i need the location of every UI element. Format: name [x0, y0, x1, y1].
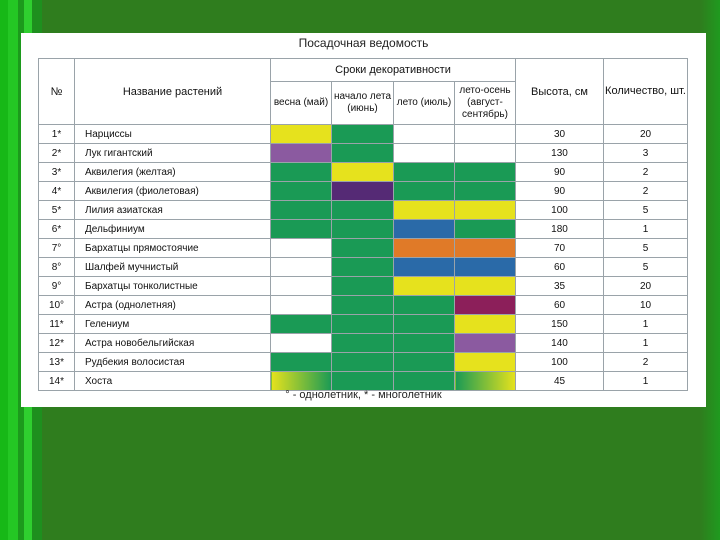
bloom-period-cell	[455, 144, 516, 163]
plant-quantity: 1	[604, 372, 688, 391]
plant-name: Аквилегия (фиолетовая)	[75, 182, 271, 201]
table-row	[39, 201, 688, 220]
bloom-period-cell	[394, 334, 455, 353]
row-number: 11*	[39, 315, 75, 334]
table-row	[39, 239, 688, 258]
plant-height: 45	[516, 372, 604, 391]
plant-height: 60	[516, 258, 604, 277]
plant-name: Бархатцы тонколистные	[75, 277, 271, 296]
bloom-period-cell	[332, 201, 394, 220]
bloom-period-cell	[394, 315, 455, 334]
row-number: 3*	[39, 163, 75, 182]
plant-height: 100	[516, 353, 604, 372]
row-number: 13*	[39, 353, 75, 372]
row-number: 10°	[39, 296, 75, 315]
header-height: Высота, см	[516, 59, 604, 125]
header-num: №	[39, 59, 75, 125]
bloom-period-cell	[394, 239, 455, 258]
plant-height: 150	[516, 315, 604, 334]
plant-name: Шалфей мучнистый	[75, 258, 271, 277]
bloom-period-cell	[271, 296, 332, 315]
plant-height: 100	[516, 201, 604, 220]
plant-quantity: 2	[604, 182, 688, 201]
footnote: ° - однолетник, * - многолетник	[285, 389, 442, 401]
bloom-period-cell	[332, 182, 394, 201]
table-row	[39, 353, 688, 372]
plant-quantity: 3	[604, 144, 688, 163]
plant-quantity: 1	[604, 220, 688, 239]
bloom-period-cell	[455, 201, 516, 220]
bloom-period-cell	[271, 372, 332, 391]
plant-name: Астра (однолетняя)	[75, 296, 271, 315]
bloom-period-cell	[455, 163, 516, 182]
bloom-period-cell	[332, 163, 394, 182]
table-row	[39, 372, 688, 391]
row-number: 8°	[39, 258, 75, 277]
plant-quantity: 5	[604, 258, 688, 277]
bloom-period-cell	[394, 353, 455, 372]
plant-quantity: 20	[604, 277, 688, 296]
bloom-period-cell	[332, 258, 394, 277]
bloom-period-cell	[394, 258, 455, 277]
bloom-period-cell	[455, 125, 516, 144]
bloom-period-cell	[455, 334, 516, 353]
bloom-period-cell	[271, 220, 332, 239]
row-number: 6*	[39, 220, 75, 239]
bloom-period-cell	[271, 201, 332, 220]
plant-height: 30	[516, 125, 604, 144]
bloom-period-cell	[271, 182, 332, 201]
plant-quantity: 10	[604, 296, 688, 315]
plant-quantity: 5	[604, 239, 688, 258]
bloom-period-cell	[332, 220, 394, 239]
table-row	[39, 258, 688, 277]
bloom-period-cell	[455, 258, 516, 277]
table-row	[39, 220, 688, 239]
plant-name: Бархатцы прямостоячие	[75, 239, 271, 258]
plant-height: 90	[516, 163, 604, 182]
sheet-title: Посадочная ведомость	[298, 36, 429, 50]
bloom-period-cell	[332, 125, 394, 144]
plant-name: Аквилегия (желтая)	[75, 163, 271, 182]
bloom-period-cell	[394, 125, 455, 144]
table-row	[39, 182, 688, 201]
bloom-period-cell	[271, 239, 332, 258]
plant-height: 90	[516, 182, 604, 201]
header-late-summer: лето-осень (август-сентябрь)	[455, 82, 516, 125]
bloom-period-cell	[271, 144, 332, 163]
bloom-period-cell	[394, 296, 455, 315]
plant-name: Хоста	[75, 372, 271, 391]
bloom-period-cell	[271, 277, 332, 296]
bloom-period-cell	[271, 353, 332, 372]
row-number: 12*	[39, 334, 75, 353]
table-body	[39, 125, 688, 391]
header-name: Название растений	[75, 59, 271, 125]
bloom-period-cell	[394, 277, 455, 296]
bloom-period-cell	[455, 182, 516, 201]
plant-quantity: 1	[604, 334, 688, 353]
row-number: 1*	[39, 125, 75, 144]
bloom-period-cell	[394, 182, 455, 201]
bloom-period-cell	[332, 296, 394, 315]
plant-height: 180	[516, 220, 604, 239]
plant-name: Нарциссы	[75, 125, 271, 144]
plant-name: Рудбекия волосистая	[75, 353, 271, 372]
plant-quantity: 2	[604, 163, 688, 182]
header-early-summer: начало лета (июнь)	[332, 82, 394, 125]
bloom-period-cell	[271, 163, 332, 182]
bloom-period-cell	[394, 201, 455, 220]
plant-name: Гелениум	[75, 315, 271, 334]
plant-height: 140	[516, 334, 604, 353]
header-qty: Количество, шт.	[604, 59, 688, 125]
planting-sheet	[21, 33, 706, 407]
plant-quantity: 2	[604, 353, 688, 372]
bloom-period-cell	[455, 296, 516, 315]
bloom-period-cell	[271, 258, 332, 277]
plant-quantity: 5	[604, 201, 688, 220]
row-number: 7°	[39, 239, 75, 258]
bloom-period-cell	[271, 315, 332, 334]
row-number: 9°	[39, 277, 75, 296]
bloom-period-cell	[455, 372, 516, 391]
bloom-period-cell	[394, 372, 455, 391]
row-number: 2*	[39, 144, 75, 163]
header-spring: весна (май)	[271, 82, 332, 125]
bloom-period-cell	[455, 239, 516, 258]
bloom-period-cell	[394, 163, 455, 182]
row-number: 5*	[39, 201, 75, 220]
bloom-period-cell	[332, 239, 394, 258]
plant-name: Лилия азиатская	[75, 201, 271, 220]
table-row	[39, 296, 688, 315]
plant-height: 130	[516, 144, 604, 163]
planting-table	[38, 58, 688, 391]
table-row	[39, 334, 688, 353]
table-row	[39, 144, 688, 163]
bloom-period-cell	[271, 125, 332, 144]
bloom-period-cell	[394, 220, 455, 239]
bloom-period-cell	[332, 277, 394, 296]
plant-height: 35	[516, 277, 604, 296]
background-stripe	[8, 0, 18, 540]
plant-height: 70	[516, 239, 604, 258]
header-period: Сроки декоративности	[271, 59, 516, 82]
table-row	[39, 315, 688, 334]
plant-quantity: 1	[604, 315, 688, 334]
table-row	[39, 125, 688, 144]
bloom-period-cell	[332, 353, 394, 372]
plant-name: Дельфиниум	[75, 220, 271, 239]
row-number: 14*	[39, 372, 75, 391]
plant-name: Астра новобельгийская	[75, 334, 271, 353]
bloom-period-cell	[455, 353, 516, 372]
background-stripe	[0, 0, 8, 540]
bloom-period-cell	[332, 372, 394, 391]
plant-name: Лук гигантский	[75, 144, 271, 163]
bloom-period-cell	[332, 334, 394, 353]
plant-quantity: 20	[604, 125, 688, 144]
bloom-period-cell	[332, 144, 394, 163]
bloom-period-cell	[455, 220, 516, 239]
row-number: 4*	[39, 182, 75, 201]
bloom-period-cell	[455, 315, 516, 334]
bloom-period-cell	[332, 315, 394, 334]
table-row	[39, 277, 688, 296]
header-summer: лето (июль)	[394, 82, 455, 125]
table-row	[39, 163, 688, 182]
bloom-period-cell	[455, 277, 516, 296]
plant-height: 60	[516, 296, 604, 315]
bloom-period-cell	[394, 144, 455, 163]
bloom-period-cell	[271, 334, 332, 353]
